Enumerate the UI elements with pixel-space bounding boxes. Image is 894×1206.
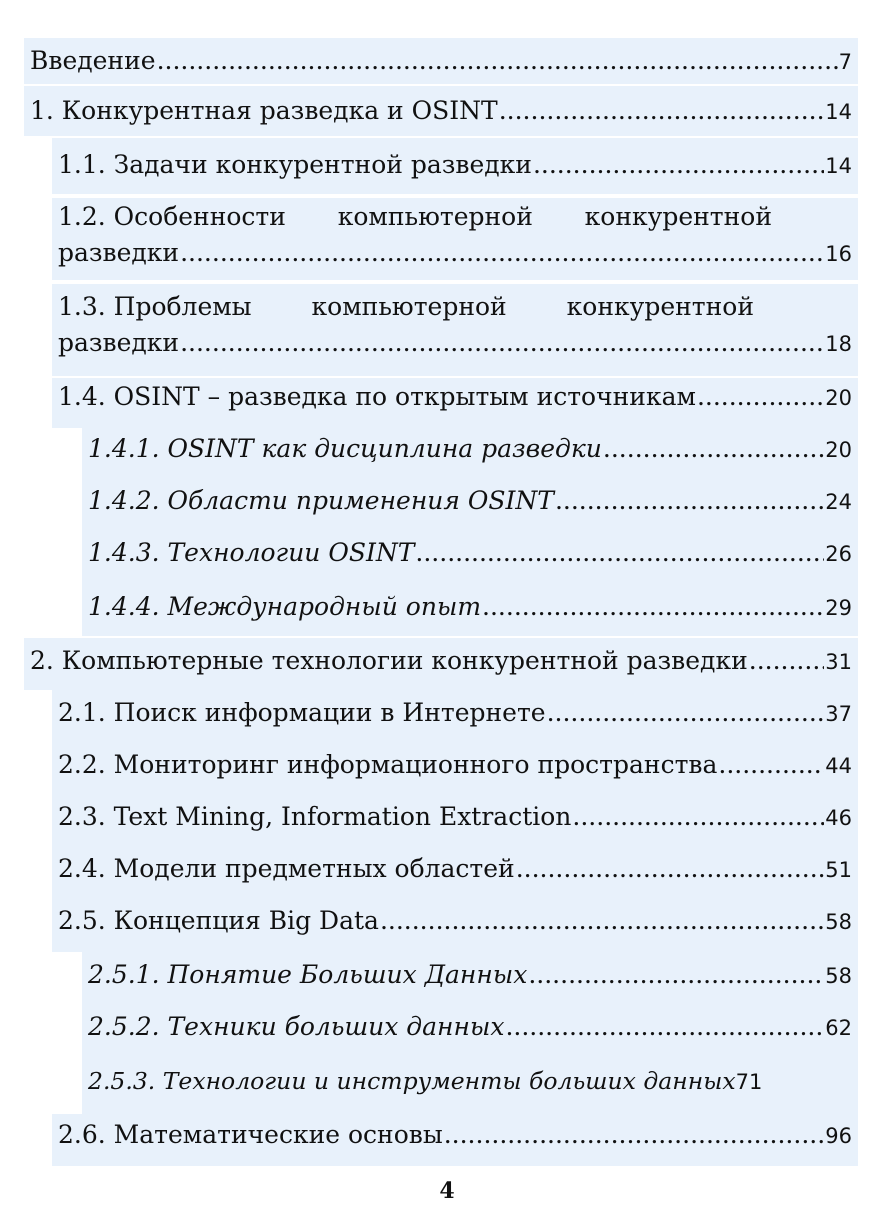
toc-leader-dots [482,588,824,626]
toc-entry-title: 2.5.1. Понятие Больших Данных [88,960,528,989]
toc-entry-title-word: 1.2. Особенности [58,202,286,231]
toc-entry-page: 37 [825,702,852,726]
toc-entry-title: 2.6. Математические основы [58,1120,443,1149]
toc-entry-chapter-2[interactable] [24,638,858,690]
toc-entry-page: 20 [825,386,852,410]
toc-entry-page: 14 [825,100,852,124]
toc-entry-2-3[interactable] [52,794,858,846]
toc-entry-1-4[interactable] [52,378,858,428]
toc-entry-title: 2.5.2. Техники больших данных [88,1012,505,1041]
toc-entry-line [88,1062,852,1101]
toc-leader-dots [555,482,824,520]
toc-leader-dots [547,694,825,732]
toc-entry-page: 7 [838,50,852,74]
toc-entry-line [88,482,852,521]
toc-entry-line-1 [58,288,754,326]
toc-entry-line [58,798,852,837]
toc-entry-line [58,902,852,941]
toc-entry-line [30,92,852,131]
toc-entry-line [58,694,852,733]
toc-leader-dots [415,534,824,572]
toc-entry-1-4-4[interactable] [82,584,858,636]
toc-entry-line [58,146,852,185]
toc-leader-dots [516,850,825,888]
toc-entry-2-5-3[interactable] [82,1056,858,1114]
toc-leader-dots [380,902,824,940]
toc-entry-2-1[interactable] [52,690,858,742]
toc-leader-dots [533,146,824,184]
toc-entry-line [30,42,852,81]
toc-entry-page: 58 [825,910,852,934]
toc-entry-page: 14 [825,154,852,178]
toc-entry-2-5[interactable] [52,898,858,952]
toc-entry-title: 1.1. Задачи конкурентной разведки [58,150,532,179]
toc-entry-title: 1.4.3. Технологии OSINT [88,538,415,567]
toc-leader-dots [444,1116,825,1154]
toc-entry-title: 1.4. OSINT – разведка по открытым источникам [58,382,696,411]
toc-entry-page: 62 [825,1016,852,1040]
toc-leader-dots [718,746,824,784]
toc-leader-dots [157,42,838,80]
toc-entry-title-word: конкурентной [566,292,754,321]
toc-entry-line [88,534,852,573]
toc-entry-page: 51 [825,858,852,882]
toc-entry-title-word: компьютерной [311,292,507,321]
toc-leader-dots [697,378,824,416]
toc-entry-1-4-2[interactable] [82,480,858,532]
toc-entry-title: 1.4.2. Области применения OSINT [88,486,554,515]
toc-entry-page: 46 [825,806,852,830]
toc-entry-title: 2. Компьютерные технологии конкурентной разведки [30,646,748,675]
toc-entry-line-2 [58,234,852,273]
toc-entry-2-5-1[interactable] [82,952,858,1004]
toc-entry-page: 26 [825,542,852,566]
toc-entry-2-6[interactable] [52,1114,858,1166]
toc-entry-page: 18 [825,332,852,356]
toc-entry-chapter-1[interactable] [24,86,858,136]
toc-entry-page: 31 [825,650,852,674]
toc-entry-title-word: 1.3. Проблемы [58,292,252,321]
toc-leader-dots [499,92,825,130]
toc-entry-introduction[interactable] [24,38,858,84]
toc-entry-line [88,588,852,627]
toc-entry-title: 1.4.4. Международный опыт [88,592,482,621]
toc-leader-dots [505,1008,824,1046]
toc-entry-title: 2.1. Поиск информации в Интернете [58,698,546,727]
toc-entry-page: 96 [825,1124,852,1148]
toc-entry-line [88,956,852,995]
toc-entry-title: 1. Конкурентная разведка и OSINT [30,96,498,125]
toc-leader-dots [180,324,824,362]
toc-entry-line-1 [58,198,772,236]
toc-leader-dots [180,234,824,272]
toc-entry-page: 71 [735,1070,763,1094]
toc-entry-line [88,1008,852,1047]
toc-entry-2-4[interactable] [52,846,858,898]
toc-entry-title: 2.2. Мониторинг информационного пространства [58,750,718,779]
toc-entry-1-3[interactable] [52,284,858,376]
toc-entry-1-2[interactable] [52,198,858,280]
toc-entry-page: 44 [825,754,852,778]
toc-entry-line [58,850,852,889]
toc-entry-title-word: компьютерной [337,202,533,231]
toc-entry-line [58,1116,852,1155]
toc-entry-title: разведки [58,328,180,357]
toc-entry-title: 2.5.3. Технологии и инструменты больших данных [88,1067,736,1095]
toc-entry-2-2[interactable] [52,742,858,794]
toc-leader-dots [749,642,825,680]
toc-entry-title: 2.3. Text Mining, Information Extraction [58,802,572,831]
toc-leader-dots [572,798,824,836]
toc-entry-page: 20 [825,438,852,462]
toc-entry-1-4-1[interactable] [82,428,858,480]
toc-entry-line [58,746,852,785]
toc-entry-2-5-2[interactable] [82,1004,858,1056]
toc-leader-dots [528,956,824,994]
page-number: 4 [439,1178,455,1204]
toc-entry-line-2 [58,324,852,363]
toc-entry-title-word: конкурентной [584,202,772,231]
toc-entry-1-1[interactable] [52,138,858,194]
toc-entry-page: 58 [825,964,852,988]
toc-entry-title: разведки [58,238,180,267]
toc-entry-title: Введение [30,46,156,75]
toc-entry-title: 2.5. Концепция Big Data [58,906,379,935]
toc-entry-page: 24 [825,490,852,514]
toc-entry-page: 16 [825,242,852,266]
toc-entry-title: 1.4.1. OSINT как дисциплина разведки [88,434,602,463]
toc-entry-line [58,378,852,417]
toc-entry-page: 29 [825,596,852,620]
toc-entry-line [88,430,852,469]
toc-entry-line [30,642,852,681]
toc-leader-dots [603,430,824,468]
toc-entry-title: 2.4. Модели предметных областей [58,854,515,883]
toc-entry-1-4-3[interactable] [82,532,858,584]
